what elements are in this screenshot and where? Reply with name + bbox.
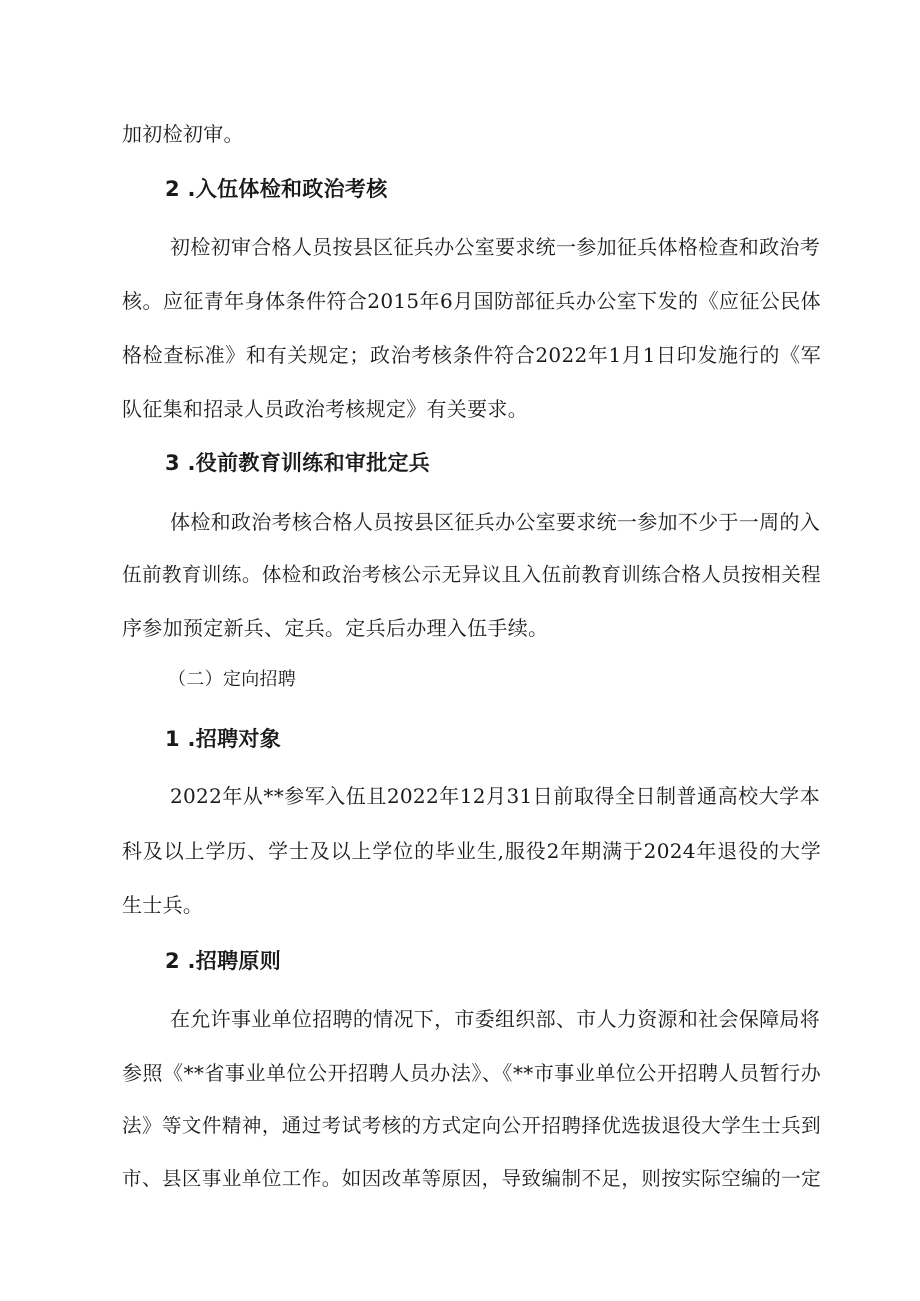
paragraph-line: 参照《**省事业单位公开招聘人员办法》、《**市事业单位公开招聘人员暂行办 xyxy=(122,1061,821,1085)
section-heading-physical-political: 2 .入伍体检和政治考核 xyxy=(165,177,388,201)
paragraph-line: 序参加预定新兵、定兵。定兵后办理入伍手续。 xyxy=(122,616,549,640)
paragraph-line: 体检和政治考核合格人员按县区征兵办公室要求统一参加不少于一周的入 xyxy=(170,510,820,534)
subsection-heading-directed-recruitment: （二）定向招聘 xyxy=(168,669,297,690)
paragraph-line: 市、县区事业单位工作。如因改革等原因，导致编制不足，则按实际空编的一定 xyxy=(122,1167,821,1190)
paragraph-line: 2022年从**参军入伍且2022年12月31日前取得全日制普通高校大学本 xyxy=(170,784,820,808)
paragraph-line: 法》等文件精神，通过考试考核的方式定向公开招聘择优选拔退役大学生士兵到 xyxy=(122,1114,821,1137)
paragraph-line: 伍前教育训练。体检和政治考核公示无异议且入伍前教育训练合格人员按相关程 xyxy=(122,563,821,586)
section-heading-recruitment-target: 1 .招聘对象 xyxy=(165,727,281,751)
section-heading-training: 3 .役前教育训练和审批定兵 xyxy=(165,451,431,475)
paragraph-line: 在允许事业单位招聘的情况下，市委组织部、市人力资源和社会保障局将 xyxy=(170,1007,820,1031)
paragraph-line: 格检查标准》和有关规定；政治考核条件符合2022年1月1日印发施行的《军 xyxy=(122,343,821,367)
section-heading-recruitment-principle: 2 .招聘原则 xyxy=(165,949,281,973)
paragraph-line: 加初检初审。 xyxy=(122,122,244,146)
paragraph-line: 核。应征青年身体条件符合2015年6月国防部征兵办公室下发的《应征公民体 xyxy=(122,289,821,313)
paragraph-line: 初检初审合格人员按县区征兵办公室要求统一参加征兵体格检查和政治考 xyxy=(170,235,820,259)
paragraph-line: 生士兵。 xyxy=(122,893,204,917)
paragraph-line: 科及以上学历、学士及以上学位的毕业生,服役2年期满于2024年退役的大学 xyxy=(122,839,821,863)
paragraph-line: 队征集和招录人员政治考核规定》有关要求。 xyxy=(122,397,528,421)
